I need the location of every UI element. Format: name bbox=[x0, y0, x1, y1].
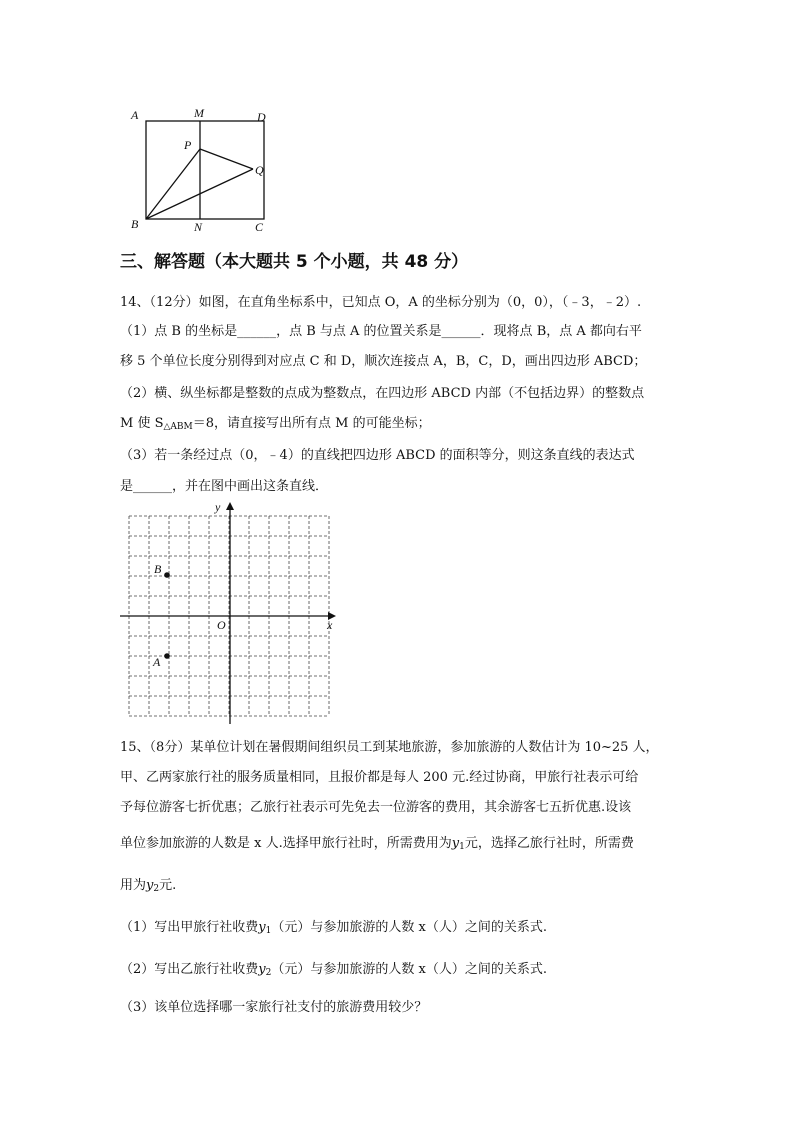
y-axis-arrow bbox=[226, 502, 234, 510]
q15-part2-pre: （2）写出乙旅行社收费 bbox=[120, 962, 259, 977]
q14-part1-line2: 移 5 个单位长度分别得到对应点 C 和 D，顺次连接点 A，B，C，D，画出四边形 ABCD； bbox=[120, 354, 647, 369]
label-y-axis: y bbox=[215, 500, 221, 514]
q15-line1: 15、（8分）某单位计划在暑假期间组织员工到某地旅游，参加旅游的人数估计为 10~25 人， bbox=[120, 740, 659, 755]
var-y2-sub: 2 bbox=[153, 884, 160, 894]
var-y2-part2: y bbox=[258, 962, 266, 977]
q15-line4 bbox=[120, 836, 634, 855]
q15-line3: 予每位游客七折优惠；乙旅行社表示可先免去一位游客的费用，其余游客七五折优惠.设该 bbox=[120, 800, 632, 815]
q14-part1-line1: （1）点 B 的坐标是______，点 B 与点 A 的位置关系是______．现将点 B，点 A 都向右平 bbox=[120, 324, 642, 339]
var-y1: y bbox=[451, 836, 460, 851]
q15-part1 bbox=[120, 920, 547, 939]
q14-part2-post: ＝8，请直接写出所有点 M 的可能坐标； bbox=[192, 416, 431, 431]
q15-line4-pre: 单位参加旅游的人数是 x 人.选择甲旅行社时，所需费用为 bbox=[120, 836, 452, 851]
label-origin: O bbox=[217, 618, 226, 632]
coordinate-grid-figure bbox=[120, 498, 350, 728]
label-q: Q bbox=[255, 163, 264, 177]
q15-line4-mid: 元，选择乙旅行社时，所需费 bbox=[464, 836, 634, 851]
label-a: A bbox=[131, 108, 139, 122]
segment-pq bbox=[200, 149, 253, 169]
label-b: B bbox=[131, 217, 139, 231]
label-m: M bbox=[194, 106, 204, 120]
q15-part1-pre: （1）写出甲旅行社收费 bbox=[120, 920, 259, 935]
var-y2: y bbox=[146, 878, 154, 893]
q15-part2 bbox=[120, 962, 547, 981]
q14-intro: 14、（12分）如图，在直角坐标系中，已知点 O，A 的坐标分别为（0，0），（﹣3，﹣2）. bbox=[120, 295, 642, 310]
q15-line5-post: 元. bbox=[159, 878, 177, 893]
q14-part2-pre: M 使 S bbox=[120, 416, 164, 431]
point-b bbox=[164, 572, 170, 578]
q15-line5 bbox=[120, 878, 176, 897]
label-p: P bbox=[184, 138, 192, 152]
var-y1-sub: 1 bbox=[459, 842, 465, 852]
segment-bp bbox=[146, 149, 200, 219]
var-y1-part1-sub: 1 bbox=[265, 926, 272, 936]
q14-part3-line1: （3）若一条经过点（0，﹣4）的直线把四边形 ABCD 的面积等分，则这条直线的表达式 bbox=[120, 448, 635, 463]
q14-part2-sub: △ABM bbox=[163, 422, 193, 432]
label-n: N bbox=[194, 220, 203, 234]
label-d: D bbox=[257, 110, 266, 124]
label-x-axis: x bbox=[327, 618, 333, 632]
q15-line2: 甲、乙两家旅行社的服务质量相同，且报价都是每人 200 元.经过协商，甲旅行社表示可给 bbox=[120, 770, 639, 785]
point-a bbox=[164, 653, 170, 659]
q15-line5-pre: 用为 bbox=[120, 878, 147, 893]
q14-part2-line1: （2）横、纵坐标都是整数的点成为整数点，在四边形 ABCD 内部（不包括边界）的整数点 bbox=[120, 386, 645, 401]
label-point-b: B bbox=[154, 562, 162, 576]
var-y1-part1: y bbox=[258, 920, 266, 935]
q14-part2-line2 bbox=[120, 416, 431, 435]
square-abcd bbox=[146, 121, 264, 219]
section-heading: 三、解答题（本大题共 5 个小题，共 48 分） bbox=[120, 252, 469, 272]
q15-part3: （3）该单位选择哪一家旅行社支付的旅游费用较少？ bbox=[120, 1000, 428, 1015]
square-figure bbox=[125, 100, 285, 235]
label-point-a: A bbox=[153, 655, 161, 669]
label-c: C bbox=[255, 220, 264, 234]
q14-part3-line2: 是______，并在图中画出这条直线． bbox=[120, 479, 329, 494]
q15-part2-post: （元）与参加旅游的人数 x（人）之间的关系式. bbox=[271, 962, 547, 977]
q15-part1-post: （元）与参加旅游的人数 x（人）之间的关系式. bbox=[271, 920, 547, 935]
var-y2-part2-sub: 2 bbox=[265, 968, 272, 978]
